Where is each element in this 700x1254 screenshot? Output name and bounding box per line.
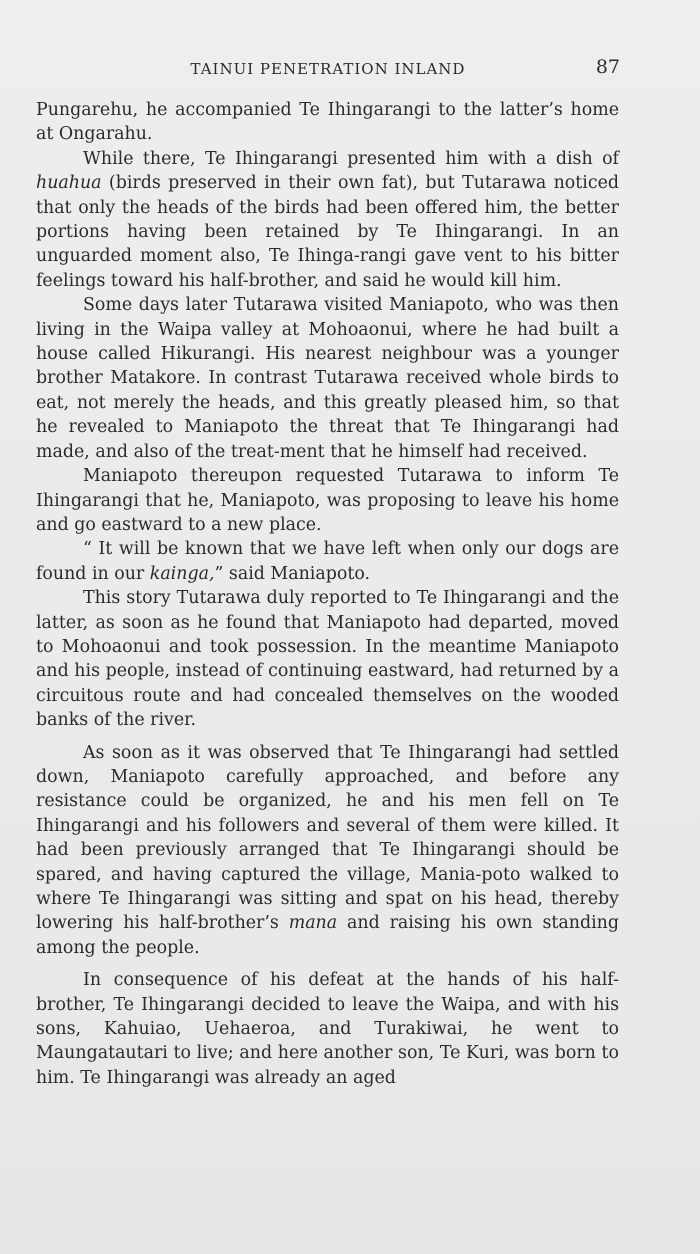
italic-term-kainga: kainga, [149, 563, 215, 584]
paragraph-2-text-b: (birds preserved in their own fat), but Tutarawa noticed that only the heads of the birds had been offered him, the better portions having been retained by Te Ihingarangi. In an unguarded moment also, Te Ihinga-rangi gave vent to his bitter feelings toward his half-brother, and said he would kill him. [36, 173, 619, 291]
italic-term-huahua: huahua [36, 173, 102, 194]
paragraph-2-text-a: While there, Te Ihingarangi presented him with a dish of [83, 148, 619, 169]
paragraph-1: Pungarehu, he accompanied Te Ihingarangi to the latter’s home at Ongarahu. [36, 100, 619, 145]
paragraph-4: Maniapoto thereupon requested Tutarawa to inform Te Ihingarangi that he, Maniapoto, was proposing to leave his home and go eastward to a new place. [36, 466, 619, 535]
body-text [36, 98, 619, 1090]
paragraph-7-text-a: As soon as it was observed that Te Ihingarangi had settled down, Maniapoto carefully approached, and before any resistance could be organized, he and his men fell on Te Ihingarangi and his followers and several of them were killed. It had been previously arranged that Te Ihingarangi should be spared, and having captured the village, Mania-poto walked to where Te Ihingarangi was sitting and spat on his head, thereby lowering his half-brother’s [36, 742, 619, 934]
running-head: TAINUI PENETRATION INLAND [190, 60, 466, 78]
page-header [36, 56, 620, 80]
paragraph-7-text-b: and raising his own standing among the people. [36, 913, 619, 958]
paragraph-2 [36, 147, 619, 293]
paragraph-5-text-b: ” said Maniapoto. [214, 563, 371, 584]
paragraph-3: Some days later Tutarawa visited Maniapoto, who was then living in the Waipa valley at Mohoaonui, where he had built a house called Hikurangi. His nearest neighbour was a younger brother Matakore. In contrast Tutarawa received whole birds to eat, not merely the heads, and this greatly pleased him, so that he revealed to Maniapoto the threat that Te Ihingarangi had made, and also of the treat-ment that he himself had received. [36, 295, 619, 462]
page-number: 87 [595, 56, 620, 78]
italic-term-mana: mana [288, 913, 338, 934]
paragraph-8: In consequence of his defeat at the hands of his half-brother, Te Ihingarangi decided to leave the Waipa, and with his sons, Kahuiao, Uehaeroa, and Turakiwai, he went to Maungatautari to live; and here another son, Te Kuri, was born to him. Te Ihingarangi was already an aged [36, 970, 619, 1088]
paragraph-6: This story Tutarawa duly reported to Te Ihingarangi and the latter, as soon as he found that Maniapoto had departed, moved to Mohoaonui and took possession. In the meantime Maniapoto and his people, instead of continuing eastward, had returned by a circuitous route and had concealed themselves on the wooded banks of the river. [36, 588, 619, 731]
paragraph-7 [36, 741, 619, 961]
paragraph-5 [36, 537, 619, 586]
paragraph-5-text-a: “ It will be known that we have left when only our dogs are found in our [36, 539, 619, 584]
